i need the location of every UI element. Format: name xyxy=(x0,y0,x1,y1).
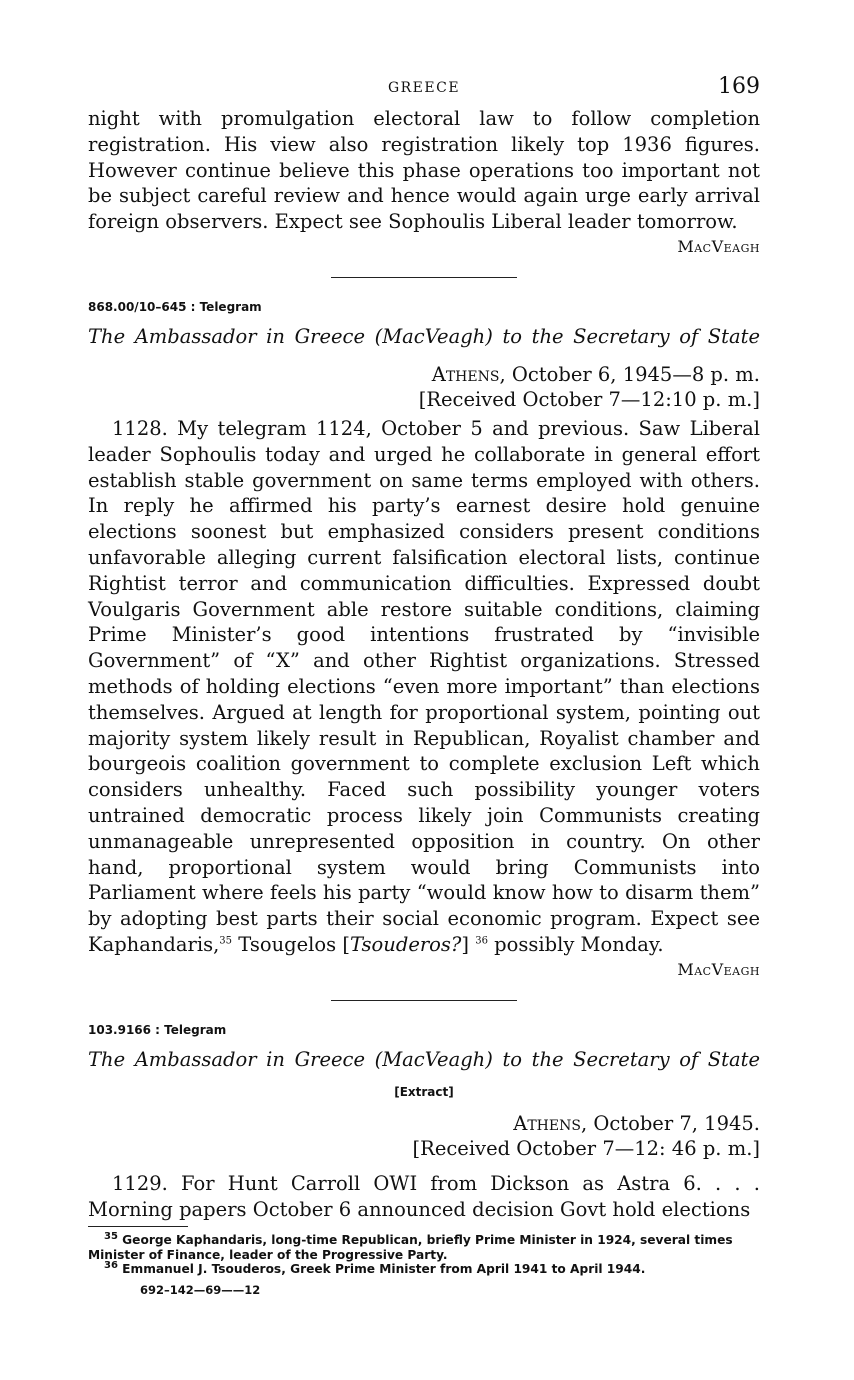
telegram-body-end: ] xyxy=(461,932,476,956)
italic-correction: Tsouderos? xyxy=(349,932,462,956)
telegram-body xyxy=(88,416,760,958)
received-line: [Received October 7—12:10 p. m.] xyxy=(418,387,760,411)
dateline xyxy=(88,1111,760,1136)
dateline-date: , October 6, 1945—8 p. m. xyxy=(499,362,760,386)
dateline-place: Athens xyxy=(513,1111,581,1135)
printer-code: 692–142—69——12 xyxy=(140,1282,261,1297)
footnote-ref: 35 xyxy=(219,935,233,947)
footnote-marker: 36 xyxy=(104,1260,118,1272)
received-line: [Received October 7—12: 46 p. m.] xyxy=(412,1136,760,1160)
continuation-paragraph: night with promulgation electoral law to follow completion registration. His view also registration likely top 1936 figures. However continue believe this phase operations too important not be subject careful review and hence would again urge early arrival foreign observers. Expect see Sophoulis Liberal leader tomorrow. xyxy=(88,107,760,234)
file-number: 103.9166 : Telegram xyxy=(88,1022,227,1037)
telegram-body-end: Tsougelos [ xyxy=(232,932,350,956)
signature: MacVeagh xyxy=(677,236,760,256)
footnote-marker: 35 xyxy=(104,1231,118,1243)
footnote-divider xyxy=(88,1226,188,1227)
file-number: 868.00/10–645 : Telegram xyxy=(88,299,262,314)
dateline-date: , October 7, 1945. xyxy=(580,1111,760,1135)
footnote xyxy=(88,1233,760,1262)
telegram-body-end: Expect see Kaphandaris, xyxy=(88,907,760,956)
signature: MacVeagh xyxy=(677,959,760,979)
section-divider xyxy=(331,1000,517,1001)
document-heading: The Ambassador in Greece (MacVeagh) to the Secretary of State xyxy=(88,1047,760,1071)
page-number: 169 xyxy=(718,74,760,99)
telegram-body: 1129. For Hunt Carroll OWI from Dickson as Astra 6. . . . Morning papers October 6 announced decision Govt hold elections xyxy=(88,1171,760,1221)
footnote-ref: 36 xyxy=(475,935,488,947)
telegram-body-end: possibly Monday. xyxy=(487,932,664,956)
dateline xyxy=(88,362,760,387)
document-heading: The Ambassador in Greece (MacVeagh) to the Secretary of State xyxy=(88,324,760,348)
footnote xyxy=(88,1262,760,1277)
document-page xyxy=(88,70,760,1297)
footnote-text: Emmanuel J. Tsouderos, Greek Prime Minister from April 1941 to April 1944. xyxy=(122,1262,646,1277)
dateline-place: Athens xyxy=(431,362,500,386)
telegram-body-main: 1128. My telegram 1124, October 5 and previous. Saw Liberal leader Sophoulis today and urged he collaborate in general effort establish stable government on same terms employed with others. In reply he affirmed his party’s earnest desire hold genuine elections soonest but emphasized considers present conditions unfavorable alleging current falsification electoral lists, continue Rightist terror and communication difficulties. Expressed doubt Voulgaris Government able restore suitable conditions, claiming Prime Minister’s good intentions frustrated by “invisible Government” of “X” and other Rightist organizations. Stressed methods of holding elections “even more important” than elections themselves. Argued at length for proportional system, pointing out majority system likely result in Republican, Royalist chamber and bourgeois coalition government to complete exclusion Left which considers unhealthy. Faced such possibility younger voters untrained democratic process likely join Communists creating unmanageable unrepresented opposition in country. On other hand, proportional system would bring Communists into Parliament where feels his party “would know how to disarm them” by adopting best parts their social economic program. xyxy=(88,416,760,931)
footnote-text: George Kaphandaris, long-time Republican, briefly Prime Minister in 1924, several times Minister of Finance, leader of the Progressive Party. xyxy=(88,1233,733,1262)
running-head: GREECE xyxy=(387,80,461,96)
page-header xyxy=(88,70,760,106)
extract-label: [Extract] xyxy=(394,1084,454,1099)
section-divider xyxy=(331,277,517,278)
